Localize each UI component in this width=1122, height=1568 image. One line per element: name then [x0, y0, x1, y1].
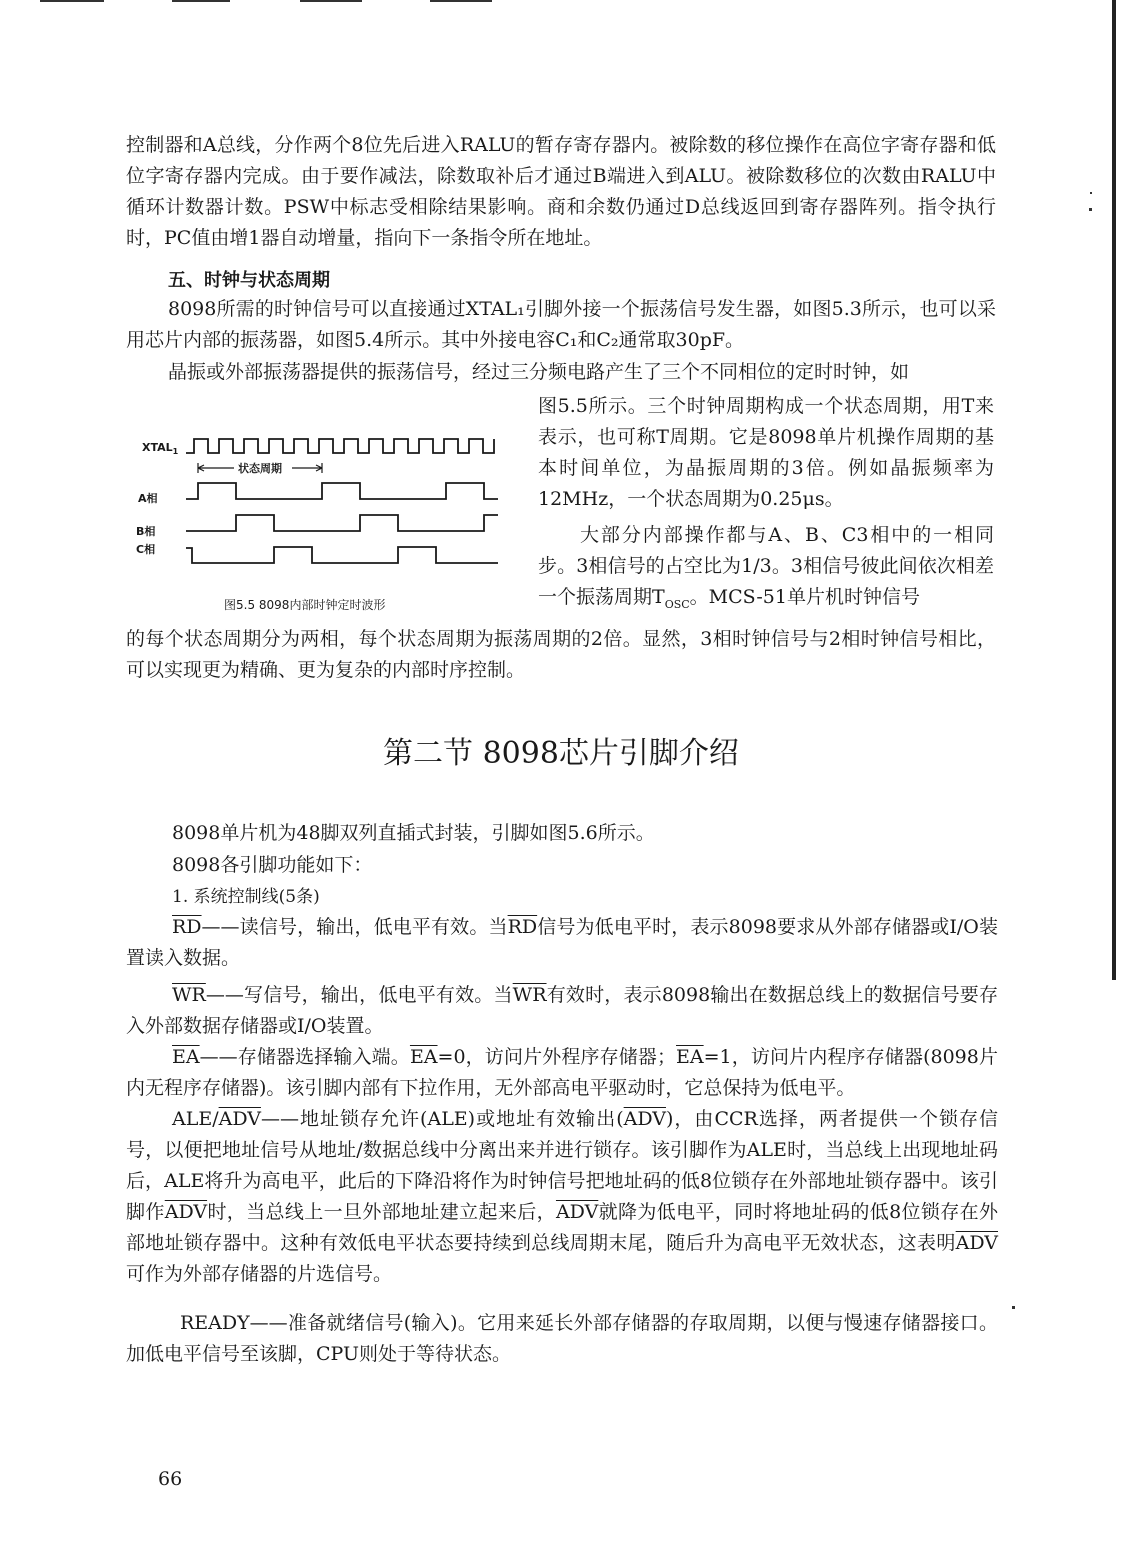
xtal-label: $XTAL_1$	[142, 441, 179, 456]
rd-pin-name-inline: $\overline{RD}$	[507, 916, 538, 938]
ale-text-2: )，由CCR选择，两者提供一个锁存信号，以便把地址信号从地址/数据总线中分离出来并进行锁存。该引脚作为ALE时，当总线上出现地址码后，ALE将升为高电平，此后的下降沿将作为时钟信号把地址码的低8位锁存在外部地址锁存器中。该引脚作	[126, 1108, 999, 1223]
pin-rd-description	[126, 912, 998, 974]
rd-desc-rest: 信号为低电平时，表示8098要求从外部存储器或I/O装置读入数据。	[126, 916, 998, 969]
pins-functions-intro: 8098各引脚功能如下：	[172, 854, 373, 876]
scan-speck	[1089, 208, 1092, 211]
pin-wr-description	[126, 980, 998, 1042]
adv-inline-2: $\overline{ADV}$	[164, 1201, 208, 1223]
section-title: 第二节 8098芯片引脚介绍	[383, 736, 739, 771]
ea-desc: ——存储器选择输入端。	[199, 1046, 410, 1068]
scan-edge	[1112, 0, 1116, 980]
paragraph-state-period: 图5.5所示。三个时钟周期构成一个状态周期，用T来表示，也可称T周期。它是8098单片机操作周期的基本时间单位，为晶振周期的3倍。例如晶振频率为12MHz，一个状态周期为0.25μs。	[538, 395, 994, 510]
paragraph-clock-phases	[126, 357, 996, 388]
scan-mark	[300, 0, 362, 2]
paragraph-ralu: 控制器和A总线，分作两个8位先后进入RALU的暂存寄存器内。被除数的移位操作在高位字寄存器和低位字寄存器内完成。由于要作减法，除数取补后才通过B端进入到ALU。被除数移位的次数由RALU中循环计数器计数。PSW中标志受相除结果影响。商和余数仍通过D总线返回到寄存器阵列。指令执行时，PC值由增1器自动增量，指向下一条指令所在地址。	[126, 134, 996, 249]
phase-b-waveform	[186, 515, 498, 531]
ea-desc-2: =0，访问片外程序存储器；	[437, 1046, 677, 1068]
ea-pin-name-inline-2: $\overline{EA}$	[676, 1046, 704, 1068]
phase-a-label: A相	[138, 492, 158, 505]
xtal-waveform	[186, 439, 494, 453]
pin-ready-description: READY——准备就绪信号(输入)。它用来延长外部存储器的存取周期，以便与慢速存储器接口。加低电平信号至该脚，CPU则处于等待状态。	[126, 1312, 998, 1365]
paragraph-two-phase: 的每个状态周期分为两相，每个状态周期为振荡周期的2倍。显然，3相时钟信号与2相时钟信号相比，可以实现更为精确、更为复杂的内部时序控制。	[126, 628, 996, 681]
ale-text-3: 时，当总线上一旦外部地址建立起来后，	[207, 1201, 556, 1223]
phase-b-label: B相	[136, 525, 156, 538]
adv-pin-name: $\overline{ADV}$	[218, 1108, 261, 1130]
scan-mark	[172, 0, 230, 2]
ale-prefix: ALE/	[172, 1108, 219, 1130]
adv-inline-3: $\overline{ADV}$	[555, 1201, 599, 1223]
scan-mark	[430, 0, 492, 2]
ale-text-4: 就降为低电平，同时将地址码的低8位锁存在外部地址锁存器中。这种有效低电平状态要持续到总线周期末尾，随后升为高电平无效状态，这表明	[126, 1201, 998, 1254]
scan-speck	[1012, 1306, 1015, 1309]
state-period-label: 状态周期	[238, 462, 282, 475]
rd-pin-name: $\overline{RD}$	[172, 916, 202, 938]
wr-pin-name-inline: $\overline{WR}$	[512, 984, 547, 1006]
phase-c-waveform	[186, 547, 498, 563]
phase-sync-tail: 。MCS-51单片机时钟信号	[689, 586, 920, 608]
page-number: 66	[158, 1468, 183, 1490]
timing-waveform-figure	[126, 425, 526, 625]
ale-text-5: 可作为外部存储器的片选信号。	[126, 1263, 393, 1285]
waveform-diagram	[126, 425, 526, 595]
adv-inline-4: $\overline{ADV}$	[955, 1232, 998, 1254]
pin-ale-description	[126, 1104, 998, 1290]
ea-pin-name-inline: $\overline{EA}$	[409, 1046, 438, 1068]
wr-desc: ——写信号，输出，低电平有效。当	[205, 984, 513, 1006]
phase-sync-text: 大部分内部操作都与A、B、C3相中的一相同步。3相信号的占空比为1/3。3相信号彼此间依次相差一个振荡周期T	[538, 524, 994, 608]
paragraph-clock-phases-text: 晶振或外部振荡器提供的振荡信号，经过三分频电路产生了三个不同相位的定时时钟，如	[168, 361, 910, 383]
pins-group-heading: 1. 系统控制线(5条)	[172, 887, 320, 907]
scan-speck	[1090, 192, 1092, 194]
pins-intro: 8098单片机为48脚双列直插式封装，引脚如图5.6所示。	[172, 822, 655, 844]
paragraph-phase-sync	[538, 520, 994, 620]
wr-desc-rest: 有效时，表示8098输出在数据总线上的数据信号要存入外部数据存储器或I/O装置。	[126, 984, 998, 1037]
ea-desc-3: =1，访问片内程序存储器(8098片内无程序存储器)。该引脚内部有下拉作用，无外部高电平驱动时，它总保持为低电平。	[126, 1046, 998, 1099]
osc-subscript: OSC	[664, 597, 690, 611]
adv-inline-1: $\overline{ADV}$	[623, 1108, 666, 1130]
ea-pin-name: $\overline{EA}$	[172, 1046, 200, 1068]
subsection-heading: 五、时钟与状态周期	[168, 270, 330, 291]
rd-desc: ——读信号，输出，低电平有效。当	[201, 916, 508, 938]
pin-ea-description	[126, 1042, 998, 1104]
scan-mark	[40, 0, 104, 2]
ale-text-1: ——地址锁存允许(ALE)或地址有效输出(	[260, 1108, 624, 1130]
wr-pin-name: $\overline{WR}$	[172, 984, 206, 1006]
paragraph-clock-source	[126, 294, 996, 356]
figure-caption: 图5.5 8098内部时钟定时波形	[224, 598, 386, 612]
paragraph-clock-source-text: 8098所需的时钟信号可以直接通过XTAL₁引脚外接一个振荡信号发生器，如图5.3所示，也可以采用芯片内部的振荡器，如图5.4所示。其中外接电容C₁和C₂通常取30pF。	[126, 298, 996, 351]
phase-a-waveform	[186, 483, 498, 499]
phase-c-label: C相	[136, 543, 156, 556]
